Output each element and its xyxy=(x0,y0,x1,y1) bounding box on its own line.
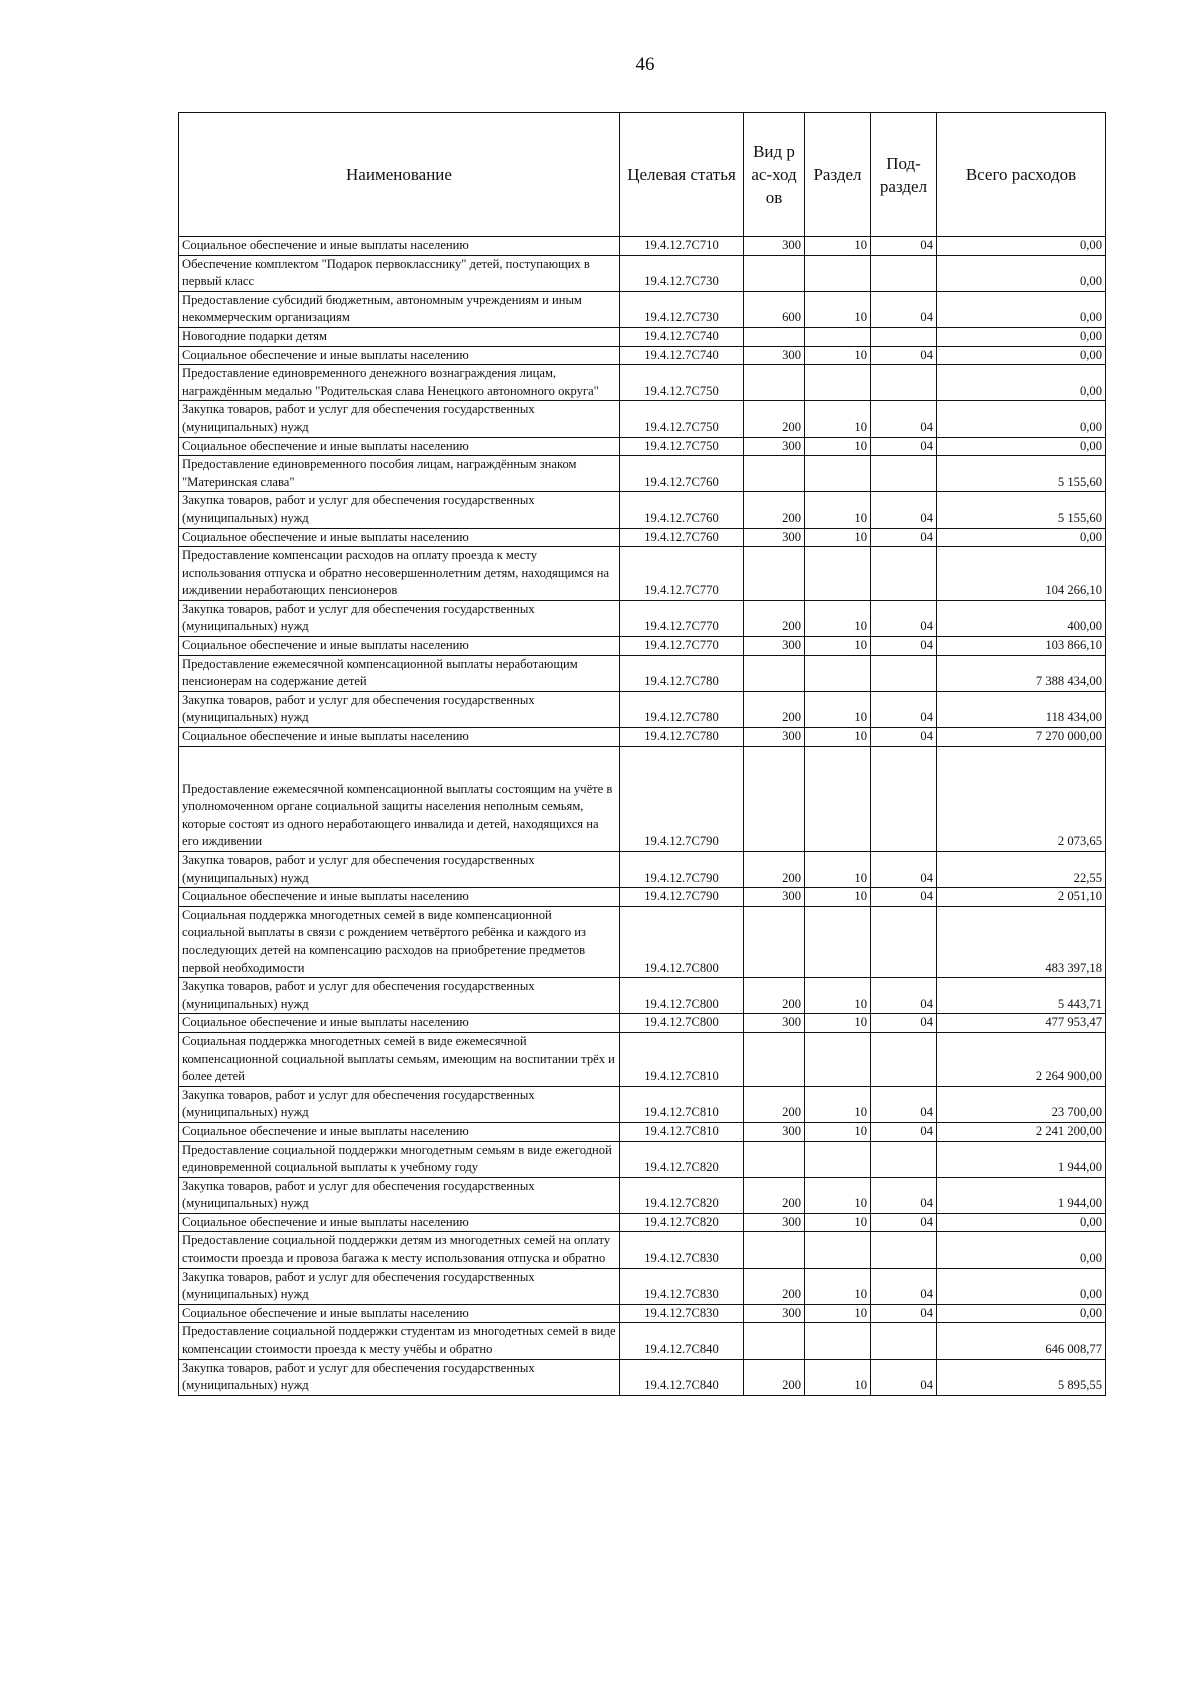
row-expense-type: 300 xyxy=(744,528,805,547)
row-subsection xyxy=(871,746,937,851)
row-total: 0,00 xyxy=(937,255,1106,291)
table-row xyxy=(179,691,1106,727)
row-target-article: 19.4.12.7С810 xyxy=(620,1032,744,1086)
row-subsection xyxy=(871,655,937,691)
row-target-article: 19.4.12.7С840 xyxy=(620,1323,744,1359)
row-subsection: 04 xyxy=(871,237,937,256)
table-row xyxy=(179,437,1106,456)
row-target-article: 19.4.12.7С800 xyxy=(620,1014,744,1033)
table-row xyxy=(179,1359,1106,1395)
row-expense-type xyxy=(744,456,805,492)
row-section: 10 xyxy=(805,1014,871,1033)
table-row xyxy=(179,1032,1106,1086)
table-row xyxy=(179,852,1106,888)
row-section: 10 xyxy=(805,978,871,1014)
row-name: Закупка товаров, работ и услуг для обеспечения государственных (муниципальных) нужд xyxy=(179,401,620,437)
row-section: 10 xyxy=(805,1359,871,1395)
row-name: Предоставление компенсации расходов на оплату проезда к месту использования отпуска и обратно несовершеннолетним детям, находящимся на иждивении неработающих пенсионеров xyxy=(179,547,620,601)
row-name: Предоставление социальной поддержки студентам из многодетных семей в виде компенсации стоимости проезда к месту учёбы и обратно xyxy=(179,1323,620,1359)
row-total: 5 155,60 xyxy=(937,456,1106,492)
row-name: Социальная поддержка многодетных семей в виде ежемесячной компенсационной социальной выплаты семьям, имеющим на воспитании трёх и более детей xyxy=(179,1032,620,1086)
row-target-article: 19.4.12.7С740 xyxy=(620,327,744,346)
row-target-article: 19.4.12.7С760 xyxy=(620,528,744,547)
row-subsection: 04 xyxy=(871,1014,937,1033)
row-section: 10 xyxy=(805,1122,871,1141)
table-row xyxy=(179,888,1106,907)
row-expense-type: 200 xyxy=(744,401,805,437)
page-number: 46 xyxy=(635,54,655,75)
table-row xyxy=(179,291,1106,327)
row-total: 0,00 xyxy=(937,1232,1106,1268)
row-name: Социальная поддержка многодетных семей в виде компенсационной социальной выплаты в связи с рождением четвёртого ребёнка и каждого из последующих детей на компенсацию расходов на приобретение предметов первой необходимости xyxy=(179,906,620,977)
table-row xyxy=(179,1323,1106,1359)
row-name: Социальное обеспечение и иные выплаты населению xyxy=(179,1213,620,1232)
row-section xyxy=(805,1232,871,1268)
row-target-article: 19.4.12.7С790 xyxy=(620,888,744,907)
header-expense-type xyxy=(744,113,805,237)
row-expense-type: 200 xyxy=(744,600,805,636)
table-row xyxy=(179,1304,1106,1323)
row-subsection: 04 xyxy=(871,346,937,365)
row-name: Закупка товаров, работ и услуг для обеспечения государственных (муниципальных) нужд xyxy=(179,1086,620,1122)
row-expense-type: 600 xyxy=(744,291,805,327)
row-subsection: 04 xyxy=(871,291,937,327)
row-total: 0,00 xyxy=(937,1268,1106,1304)
row-subsection xyxy=(871,1032,937,1086)
row-section xyxy=(805,456,871,492)
row-name: Предоставление социальной поддержки детям из многодетных семей на оплату стоимости проезда и провоза багажа к месту использования отпуска и обратно xyxy=(179,1232,620,1268)
row-total: 0,00 xyxy=(937,291,1106,327)
row-total: 0,00 xyxy=(937,528,1106,547)
row-target-article: 19.4.12.7С750 xyxy=(620,437,744,456)
row-expense-type: 200 xyxy=(744,1086,805,1122)
table-row xyxy=(179,1232,1106,1268)
table-row xyxy=(179,906,1106,977)
row-section xyxy=(805,365,871,401)
row-total: 0,00 xyxy=(937,437,1106,456)
row-name: Закупка товаров, работ и услуг для обеспечения государственных (муниципальных) нужд xyxy=(179,852,620,888)
row-name: Новогодние подарки детям xyxy=(179,327,620,346)
row-expense-type xyxy=(744,746,805,851)
row-expense-type xyxy=(744,1141,805,1177)
row-section xyxy=(805,906,871,977)
header-subsection xyxy=(871,113,937,237)
row-expense-type: 200 xyxy=(744,1268,805,1304)
row-target-article: 19.4.12.7С840 xyxy=(620,1359,744,1395)
row-total: 2 073,65 xyxy=(937,746,1106,851)
row-subsection xyxy=(871,1232,937,1268)
row-subsection: 04 xyxy=(871,600,937,636)
table-row xyxy=(179,1177,1106,1213)
row-total: 483 397,18 xyxy=(937,906,1106,977)
row-section: 10 xyxy=(805,346,871,365)
row-target-article: 19.4.12.7С790 xyxy=(620,852,744,888)
row-total: 477 953,47 xyxy=(937,1014,1106,1033)
row-subsection: 04 xyxy=(871,437,937,456)
row-expense-type: 300 xyxy=(744,888,805,907)
row-total: 1 944,00 xyxy=(937,1141,1106,1177)
row-total: 23 700,00 xyxy=(937,1086,1106,1122)
row-expense-type xyxy=(744,906,805,977)
row-subsection: 04 xyxy=(871,492,937,528)
table-row xyxy=(179,1122,1106,1141)
row-subsection: 04 xyxy=(871,1304,937,1323)
header-name: Наименование xyxy=(179,113,620,237)
row-subsection: 04 xyxy=(871,691,937,727)
row-expense-type xyxy=(744,365,805,401)
row-section xyxy=(805,1141,871,1177)
row-subsection xyxy=(871,1323,937,1359)
row-subsection xyxy=(871,327,937,346)
row-section: 10 xyxy=(805,888,871,907)
row-subsection: 04 xyxy=(871,1086,937,1122)
row-subsection: 04 xyxy=(871,1359,937,1395)
row-name: Предоставление ежемесячной компенсационной выплаты состоящим на учёте в уполномоченном органе социальной защиты населения неполным семьям, которые состоят из одного неработающего инвалида и детей, находящихся на его иждивении xyxy=(179,746,620,851)
row-expense-type xyxy=(744,1232,805,1268)
row-total: 5 443,71 xyxy=(937,978,1106,1014)
row-total: 2 264 900,00 xyxy=(937,1032,1106,1086)
row-section xyxy=(805,746,871,851)
row-total: 5 895,55 xyxy=(937,1359,1106,1395)
row-subsection xyxy=(871,906,937,977)
row-expense-type: 200 xyxy=(744,1177,805,1213)
row-target-article: 19.4.12.7С810 xyxy=(620,1122,744,1141)
row-expense-type: 200 xyxy=(744,978,805,1014)
header-section: Раздел xyxy=(805,113,871,237)
row-target-article: 19.4.12.7С780 xyxy=(620,728,744,747)
row-expense-type: 300 xyxy=(744,437,805,456)
table-row xyxy=(179,978,1106,1014)
row-name: Закупка товаров, работ и услуг для обеспечения государственных (муниципальных) нужд xyxy=(179,1268,620,1304)
row-target-article: 19.4.12.7С780 xyxy=(620,655,744,691)
row-subsection: 04 xyxy=(871,728,937,747)
header-target-article: Целевая статья xyxy=(620,113,744,237)
row-name: Предоставление единовременного денежного вознаграждения лицам, награждённым медалью "Родительская слава Ненецкого автономного округа" xyxy=(179,365,620,401)
row-total: 5 155,60 xyxy=(937,492,1106,528)
row-name: Социальное обеспечение и иные выплаты населению xyxy=(179,728,620,747)
row-target-article: 19.4.12.7С750 xyxy=(620,365,744,401)
row-section: 10 xyxy=(805,1304,871,1323)
row-target-article: 19.4.12.7С730 xyxy=(620,291,744,327)
row-name: Предоставление ежемесячной компенсационной выплаты неработающим пенсионерам на содержание детей xyxy=(179,655,620,691)
row-total: 2 051,10 xyxy=(937,888,1106,907)
row-expense-type xyxy=(744,327,805,346)
table-row xyxy=(179,1213,1106,1232)
table-row xyxy=(179,1268,1106,1304)
row-target-article: 19.4.12.7С830 xyxy=(620,1304,744,1323)
row-name: Обеспечение комплектом "Подарок первокласснику" детей, поступающих в первый класс xyxy=(179,255,620,291)
row-name: Социальное обеспечение и иные выплаты населению xyxy=(179,1122,620,1141)
row-section: 10 xyxy=(805,1268,871,1304)
table-row xyxy=(179,327,1106,346)
row-target-article: 19.4.12.7С770 xyxy=(620,547,744,601)
row-name: Закупка товаров, работ и услуг для обеспечения государственных (муниципальных) нужд xyxy=(179,600,620,636)
row-expense-type: 200 xyxy=(744,1359,805,1395)
row-target-article: 19.4.12.7С740 xyxy=(620,346,744,365)
row-expense-type: 300 xyxy=(744,1304,805,1323)
table-row xyxy=(179,401,1106,437)
row-total: 103 866,10 xyxy=(937,637,1106,656)
row-expense-type xyxy=(744,655,805,691)
row-section: 10 xyxy=(805,1086,871,1122)
row-name: Социальное обеспечение и иные выплаты населению xyxy=(179,528,620,547)
table-row xyxy=(179,365,1106,401)
row-name: Социальное обеспечение и иные выплаты населению xyxy=(179,237,620,256)
header-expense-type-label: Вид рас-ходов xyxy=(751,142,797,207)
row-target-article: 19.4.12.7С750 xyxy=(620,401,744,437)
row-total: 118 434,00 xyxy=(937,691,1106,727)
row-section: 10 xyxy=(805,1177,871,1213)
row-total: 22,55 xyxy=(937,852,1106,888)
row-subsection xyxy=(871,255,937,291)
row-total: 0,00 xyxy=(937,401,1106,437)
row-section xyxy=(805,1323,871,1359)
row-expense-type xyxy=(744,1323,805,1359)
row-expense-type xyxy=(744,1032,805,1086)
row-section: 10 xyxy=(805,852,871,888)
row-total: 7 388 434,00 xyxy=(937,655,1106,691)
row-expense-type: 300 xyxy=(744,1014,805,1033)
row-subsection: 04 xyxy=(871,1177,937,1213)
row-name: Предоставление субсидий бюджетным, автономным учреждениям и иным некоммерческим организациям xyxy=(179,291,620,327)
table-row xyxy=(179,237,1106,256)
row-target-article: 19.4.12.7С820 xyxy=(620,1177,744,1213)
row-subsection: 04 xyxy=(871,888,937,907)
row-subsection: 04 xyxy=(871,852,937,888)
row-section: 10 xyxy=(805,691,871,727)
row-section: 10 xyxy=(805,1213,871,1232)
row-name: Социальное обеспечение и иные выплаты населению xyxy=(179,1304,620,1323)
row-name: Социальное обеспечение и иные выплаты населению xyxy=(179,888,620,907)
row-subsection xyxy=(871,547,937,601)
row-total: 646 008,77 xyxy=(937,1323,1106,1359)
row-section: 10 xyxy=(805,291,871,327)
row-section: 10 xyxy=(805,237,871,256)
row-expense-type: 300 xyxy=(744,728,805,747)
row-target-article: 19.4.12.7С730 xyxy=(620,255,744,291)
row-section: 10 xyxy=(805,600,871,636)
row-target-article: 19.4.12.7С790 xyxy=(620,746,744,851)
row-section xyxy=(805,655,871,691)
row-target-article: 19.4.12.7С710 xyxy=(620,237,744,256)
row-name: Закупка товаров, работ и услуг для обеспечения государственных (муниципальных) нужд xyxy=(179,691,620,727)
row-section: 10 xyxy=(805,492,871,528)
budget-table xyxy=(178,112,1106,1396)
row-target-article: 19.4.12.7С820 xyxy=(620,1141,744,1177)
row-subsection xyxy=(871,365,937,401)
row-subsection xyxy=(871,1141,937,1177)
row-expense-type: 300 xyxy=(744,1122,805,1141)
row-section xyxy=(805,547,871,601)
row-name: Закупка товаров, работ и услуг для обеспечения государственных (муниципальных) нужд xyxy=(179,978,620,1014)
row-target-article: 19.4.12.7С760 xyxy=(620,456,744,492)
row-total: 0,00 xyxy=(937,1304,1106,1323)
table-row xyxy=(179,1086,1106,1122)
table-row xyxy=(179,637,1106,656)
row-name: Закупка товаров, работ и услуг для обеспечения государственных (муниципальных) нужд xyxy=(179,1359,620,1395)
row-subsection: 04 xyxy=(871,1122,937,1141)
table-row xyxy=(179,1014,1106,1033)
row-expense-type: 200 xyxy=(744,852,805,888)
row-name: Закупка товаров, работ и услуг для обеспечения государственных (муниципальных) нужд xyxy=(179,492,620,528)
row-target-article: 19.4.12.7С770 xyxy=(620,637,744,656)
row-total: 0,00 xyxy=(937,365,1106,401)
row-subsection: 04 xyxy=(871,528,937,547)
row-section xyxy=(805,1032,871,1086)
table-row xyxy=(179,547,1106,601)
row-target-article: 19.4.12.7С820 xyxy=(620,1213,744,1232)
row-name: Закупка товаров, работ и услуг для обеспечения государственных (муниципальных) нужд xyxy=(179,1177,620,1213)
row-name: Социальное обеспечение и иные выплаты населению xyxy=(179,637,620,656)
row-section: 10 xyxy=(805,728,871,747)
row-target-article: 19.4.12.7С760 xyxy=(620,492,744,528)
row-subsection: 04 xyxy=(871,978,937,1014)
table-row xyxy=(179,1141,1106,1177)
table-row xyxy=(179,746,1106,851)
row-expense-type xyxy=(744,547,805,601)
row-name: Социальное обеспечение и иные выплаты населению xyxy=(179,437,620,456)
table-row xyxy=(179,655,1106,691)
table-row xyxy=(179,456,1106,492)
row-target-article: 19.4.12.7С780 xyxy=(620,691,744,727)
row-name: Предоставление единовременного пособия лицам, награждённым знаком "Материнская слава" xyxy=(179,456,620,492)
row-target-article: 19.4.12.7С800 xyxy=(620,978,744,1014)
row-expense-type: 200 xyxy=(744,492,805,528)
row-total: 104 266,10 xyxy=(937,547,1106,601)
row-subsection: 04 xyxy=(871,1213,937,1232)
row-target-article: 19.4.12.7С800 xyxy=(620,906,744,977)
table-row xyxy=(179,492,1106,528)
row-expense-type: 300 xyxy=(744,1213,805,1232)
row-subsection: 04 xyxy=(871,1268,937,1304)
row-expense-type: 300 xyxy=(744,237,805,256)
table-row xyxy=(179,255,1106,291)
row-subsection: 04 xyxy=(871,401,937,437)
row-total: 0,00 xyxy=(937,237,1106,256)
row-target-article: 19.4.12.7С810 xyxy=(620,1086,744,1122)
row-total: 0,00 xyxy=(937,1213,1106,1232)
table-row xyxy=(179,600,1106,636)
row-subsection: 04 xyxy=(871,637,937,656)
row-expense-type: 300 xyxy=(744,346,805,365)
row-total: 0,00 xyxy=(937,327,1106,346)
row-total: 7 270 000,00 xyxy=(937,728,1106,747)
table-body xyxy=(179,237,1106,1396)
row-expense-type: 200 xyxy=(744,691,805,727)
row-expense-type xyxy=(744,255,805,291)
row-name: Предоставление социальной поддержки многодетным семьям в виде ежегодной единовременной социальной выплаты к учебному году xyxy=(179,1141,620,1177)
table-header-row xyxy=(179,113,1106,237)
table-row xyxy=(179,728,1106,747)
row-target-article: 19.4.12.7С830 xyxy=(620,1268,744,1304)
header-subsection-label: Под-раздел xyxy=(879,153,928,196)
table-row xyxy=(179,346,1106,365)
table-row xyxy=(179,528,1106,547)
row-section: 10 xyxy=(805,528,871,547)
row-target-article: 19.4.12.7С770 xyxy=(620,600,744,636)
header-total: Всего расходов xyxy=(937,113,1106,237)
row-total: 0,00 xyxy=(937,346,1106,365)
row-total: 1 944,00 xyxy=(937,1177,1106,1213)
row-subsection xyxy=(871,456,937,492)
row-total: 2 241 200,00 xyxy=(937,1122,1106,1141)
row-section: 10 xyxy=(805,401,871,437)
row-name: Социальное обеспечение и иные выплаты населению xyxy=(179,346,620,365)
row-name: Социальное обеспечение и иные выплаты населению xyxy=(179,1014,620,1033)
row-section: 10 xyxy=(805,637,871,656)
row-section: 10 xyxy=(805,437,871,456)
row-section xyxy=(805,327,871,346)
row-expense-type: 300 xyxy=(744,637,805,656)
row-total: 400,00 xyxy=(937,600,1106,636)
row-section xyxy=(805,255,871,291)
row-target-article: 19.4.12.7С830 xyxy=(620,1232,744,1268)
